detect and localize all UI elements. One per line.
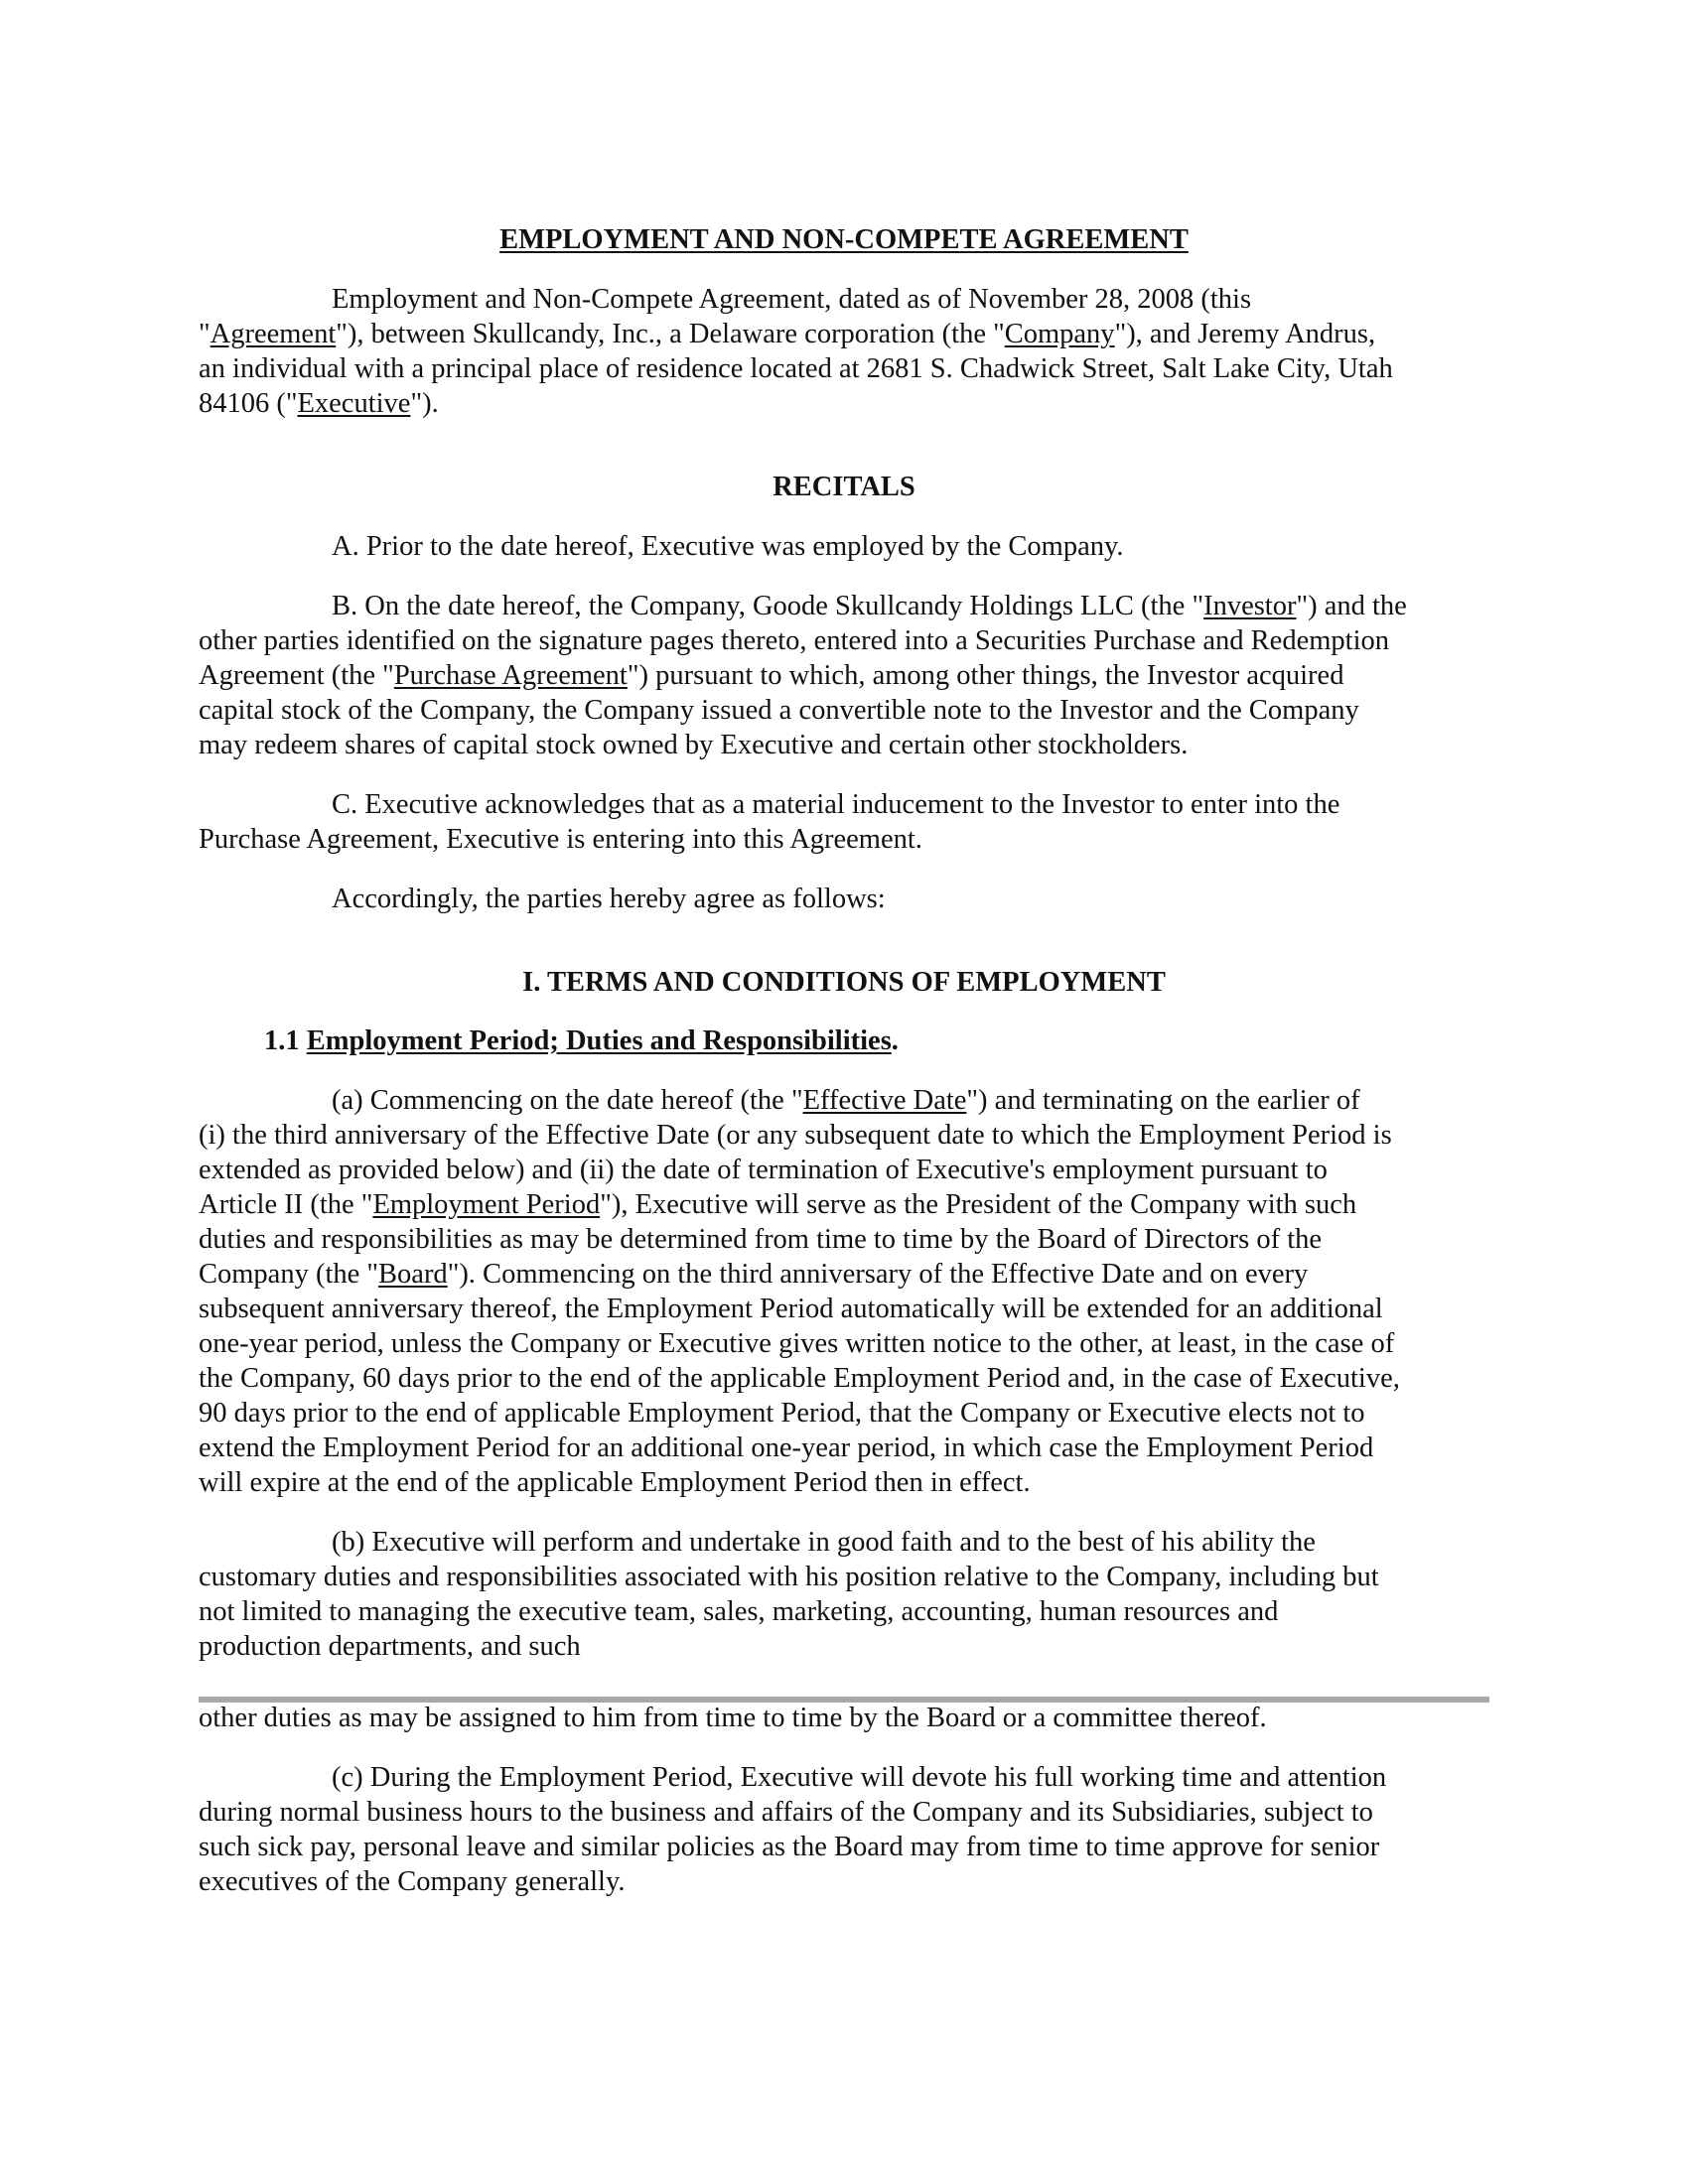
text: ") and terminating on the earlier of <box>966 1085 1360 1116</box>
text: "), and Jeremy Andrus, <box>1114 319 1376 349</box>
recital-a: A. Prior to the date hereof, Executive was employed by the Company. <box>332 531 1124 562</box>
document-title <box>199 222 1489 257</box>
section-title: Employment Period; Duties and Responsibilities <box>306 1025 892 1056</box>
defined-term-board: Board <box>378 1259 448 1290</box>
text: "). Commencing on the third anniversary of the Effective Date and on every <box>447 1259 1309 1290</box>
text: 84106 (" <box>199 388 298 419</box>
text: "). <box>410 388 439 419</box>
defined-term-investor: Investor <box>1203 591 1297 621</box>
intro-line-4 <box>199 386 439 421</box>
para-a-line-12: will expire at the end of the applicable Employment Period then in effect. <box>199 1467 1031 1498</box>
section-number: 1.1 <box>264 1025 307 1056</box>
recital-b-line-4: capital stock of the Company, the Company issued a convertible note to the Investor and the Company <box>199 695 1359 726</box>
para-c-line-4: executives of the Company generally. <box>199 1866 626 1897</box>
intro-line-2 <box>199 317 1375 351</box>
para-a-line-10: 90 days prior to the end of applicable Employment Period, that the Company or Executive elects not to <box>199 1398 1365 1429</box>
text: Article II (the " <box>199 1189 373 1220</box>
recital-c-line-2: Purchase Agreement, Executive is entering into this Agreement. <box>199 824 922 855</box>
text: ") pursuant to which, among other things, the Investor acquired <box>627 660 1344 691</box>
text: ") and the <box>1296 591 1407 621</box>
text: . <box>891 1025 899 1056</box>
para-c-line-3: such sick pay, personal leave and similar policies as the Board may from time to time approve for senior <box>199 1832 1380 1862</box>
recitals-heading: RECITALS <box>773 472 915 502</box>
para-a-line-8: one-year period, unless the Company or Executive gives written notice to the other, at least, in the case of <box>199 1328 1395 1359</box>
accordingly-line: Accordingly, the parties hereby agree as follows: <box>332 884 886 914</box>
para-a-line-9: the Company, 60 days prior to the end of the applicable Employment Period and, in the case of Executive, <box>199 1363 1400 1394</box>
defined-term-purchase-agreement: Purchase Agreement <box>393 660 628 691</box>
para-b-line-4: production departments, and such <box>199 1631 581 1662</box>
defined-term-employment-period: Employment Period <box>372 1189 601 1220</box>
para-b-line-5: other duties as may be assigned to him from time to time by the Board or a committee thereof. <box>199 1703 1267 1733</box>
text: Company (the " <box>199 1259 379 1290</box>
recital-b-line-3 <box>199 658 1343 693</box>
para-c-line-2: during normal business hours to the business and affairs of the Company and its Subsidiaries, subject to <box>199 1797 1373 1828</box>
para-b-line-2: customary duties and responsibilities associated with his position relative to the Company, including but <box>199 1562 1379 1592</box>
text: "), between Skullcandy, Inc., a Delaware corporation (the " <box>336 319 1005 349</box>
text: B. On the date hereof, the Company, Goode Skullcandy Holdings LLC (the " <box>332 591 1204 621</box>
text: Agreement (the " <box>199 660 394 691</box>
text: "), Executive will serve as the President of the Company with such <box>600 1189 1357 1220</box>
defined-term-agreement: Agreement <box>210 319 337 349</box>
article-heading: I. TERMS AND CONDITIONS OF EMPLOYMENT <box>522 967 1166 998</box>
para-a-line-11: extend the Employment Period for an additional one-year period, in which case the Employment Period <box>199 1433 1374 1463</box>
intro-line-1: Employment and Non-Compete Agreement, dated as of November 28, 2008 (this <box>332 284 1252 315</box>
recital-b-line-1 <box>332 589 1407 623</box>
para-a-line-1 <box>332 1083 1360 1118</box>
para-b-line-1: (b) Executive will perform and undertake in good faith and to the best of his ability the <box>332 1527 1316 1558</box>
recital-c-line-1: C. Executive acknowledges that as a material inducement to the Investor to enter into the <box>332 789 1340 820</box>
para-a-line-3: extended as provided below) and (ii) the date of termination of Executive's employment pursuant to <box>199 1155 1328 1185</box>
para-b-line-3: not limited to managing the executive team, sales, marketing, accounting, human resources and <box>199 1596 1279 1627</box>
para-a-line-5: duties and responsibilities as may be determined from time to time by the Board of Directors of the <box>199 1224 1323 1255</box>
para-a-line-4 <box>199 1187 1356 1222</box>
defined-term-company: Company <box>1004 319 1115 349</box>
text: " <box>199 319 211 349</box>
defined-term-effective-date: Effective Date <box>802 1085 967 1116</box>
text: (a) Commencing on the date hereof (the " <box>332 1085 803 1116</box>
defined-term-executive: Executive <box>297 388 411 419</box>
document-title-text: EMPLOYMENT AND NON-COMPETE AGREEMENT <box>499 224 1189 255</box>
para-c-line-1: (c) During the Employment Period, Executive will devote his full working time and attention <box>332 1762 1387 1793</box>
section-1-1-heading <box>264 1024 899 1058</box>
intro-line-3: an individual with a principal place of residence located at 2681 S. Chadwick Street, Salt Lake City, Utah <box>199 353 1393 384</box>
para-a-line-7: subsequent anniversary thereof, the Employment Period automatically will be extended for an additional <box>199 1294 1383 1324</box>
recital-b-line-5: may redeem shares of capital stock owned by Executive and certain other stockholders. <box>199 730 1189 760</box>
para-a-line-2: (i) the third anniversary of the Effective Date (or any subsequent date to which the Employment Period is <box>199 1120 1392 1151</box>
recital-b-line-2: other parties identified on the signature pages thereto, entered into a Securities Purchase and Redemption <box>199 625 1389 656</box>
para-a-line-6 <box>199 1257 1308 1292</box>
